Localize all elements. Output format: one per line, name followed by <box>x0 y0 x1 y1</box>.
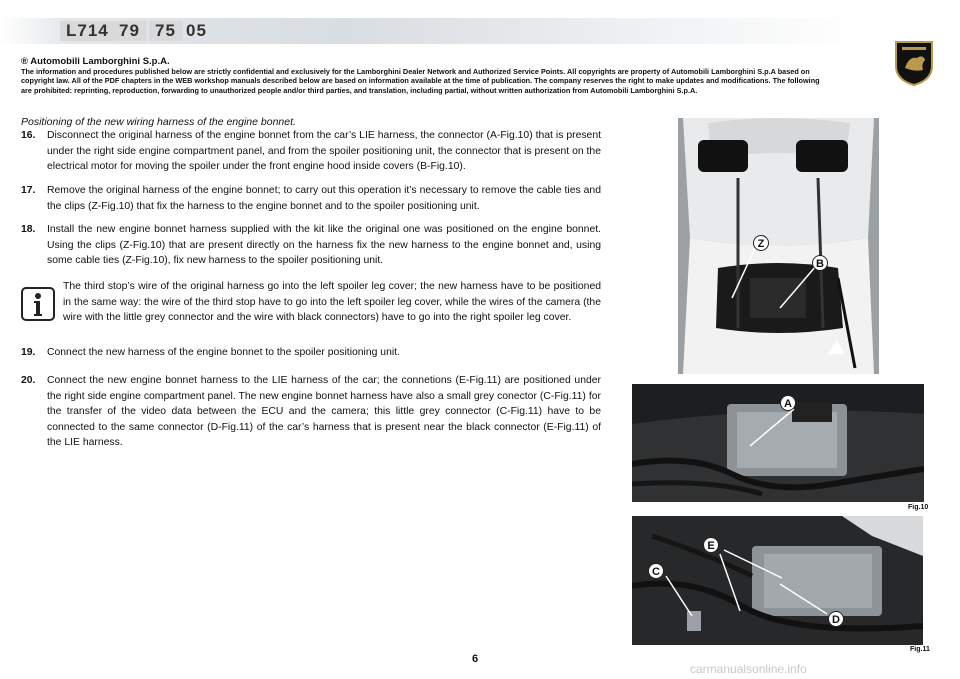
step-number: 18. <box>21 224 36 235</box>
fig11-caption: Fig.11 <box>910 646 930 653</box>
step-number: 20. <box>21 375 36 386</box>
callout-z: Z <box>753 235 769 251</box>
step-17 <box>21 183 601 214</box>
step-16 <box>21 128 601 175</box>
doc-code-section: 05 <box>186 21 207 40</box>
fig11-photo <box>632 516 923 645</box>
fig10-caption: Fig.10 <box>908 504 929 511</box>
doc-code-model: L714 <box>60 21 115 41</box>
copyright-text: The information and procedures published below are strictly confidential and exclusively for the Lamborghini Dealer Network and Authorized Service Points. All copyrights are property of Automobili Lamborghini S.p.A based on copyright law. All of the PDF chapters in the WEB workshop manuals described below are based on information available at the time of publication. The company reserves the right to make updates and modifications. The following are prohibited: reprinting, reproduction, forwarding to unauthorized people and/or third parties, and translation, including partial, without written authorization from Automobili Lamborghini S.p.A. <box>21 67 820 95</box>
watermark: carmanualsonline.info <box>690 662 807 676</box>
step-number: 19. <box>21 347 36 358</box>
callout-c: C <box>648 563 664 579</box>
section-intro: Positioning of the new wiring harness of the engine bonnet. <box>21 116 296 128</box>
step-18 <box>21 222 601 269</box>
doc-code-subgroup: 75 <box>149 21 182 41</box>
step-20 <box>21 373 601 451</box>
fig10-photo-connector <box>632 384 924 502</box>
callout-d: D <box>828 611 844 627</box>
step-text: Connect the new engine bonnet harness to the LIE harness of the car; the connetions (E-Fig.11) are positioned under the right side engine compartment panel. The new engine bonnet harness have also a small grey conector (C-Fig.11) for the transfer of the video data between the ECU and the camera; this little grey connector (C-Fig.11) have to be connected to the same connector (D-Fig.11) of the car’s harness that is present near the black connector (E-Fig.11) of the LIE harness. <box>47 375 601 448</box>
info-note: The third stop’s wire of the original harness go into the left spoiler leg cover; the new harness have to be positioned in the same way: the wire of the third stop have to go into the left spoiler leg cover, while the wires of the camera (the wire with the little grey connector and the wire with black connectors) have to go into the right spoiler leg cover. <box>63 281 601 323</box>
doc-code-group: 79 <box>113 21 146 41</box>
copyright-block <box>21 56 829 95</box>
step-number: 17. <box>21 185 36 196</box>
step-text: Install the new engine bonnet harness supplied with the kit like the original one was positioned on the engine bonnet. Using the clips (Z-Fig.10) that are present directly on the harness fix the new harness to the engine bonnet and, using some cable ties (Z-Fig.10), fix new harness to the spoiler positioning unit. <box>47 224 601 266</box>
callout-e: E <box>703 537 719 553</box>
step-text: Remove the original harness of the engine bonnet; to carry out this operation it’s necessary to remove the cable ties and the clips (Z-Fig.10) that fix the harness to the engine bonnet and to the spoiler positioning unit. <box>47 185 601 212</box>
step-text: Connect the new harness of the engine bonnet to the spoiler positioning unit. <box>47 347 400 358</box>
copyright-owner: ® Automobili Lamborghini S.p.A. <box>21 56 170 67</box>
step-number: 16. <box>21 130 36 141</box>
callout-b: B <box>812 255 828 271</box>
fig10-photo-bonnet <box>678 118 879 374</box>
callout-a: A <box>780 395 796 411</box>
step-19 <box>21 345 601 361</box>
step-text: Disconnect the original harness of the engine bonnet from the car’s LIE harness, the connector (A-Fig.10) that is present under the right side engine compartment panel, and from the spoiler positioning unit, the connector that is present on the electrical motor for moving the spoiler under the front engine hood inside covers (B-Fig.10). <box>47 130 601 172</box>
page-number: 6 <box>472 653 479 665</box>
info-icon <box>21 287 55 321</box>
lamborghini-logo <box>893 38 935 86</box>
